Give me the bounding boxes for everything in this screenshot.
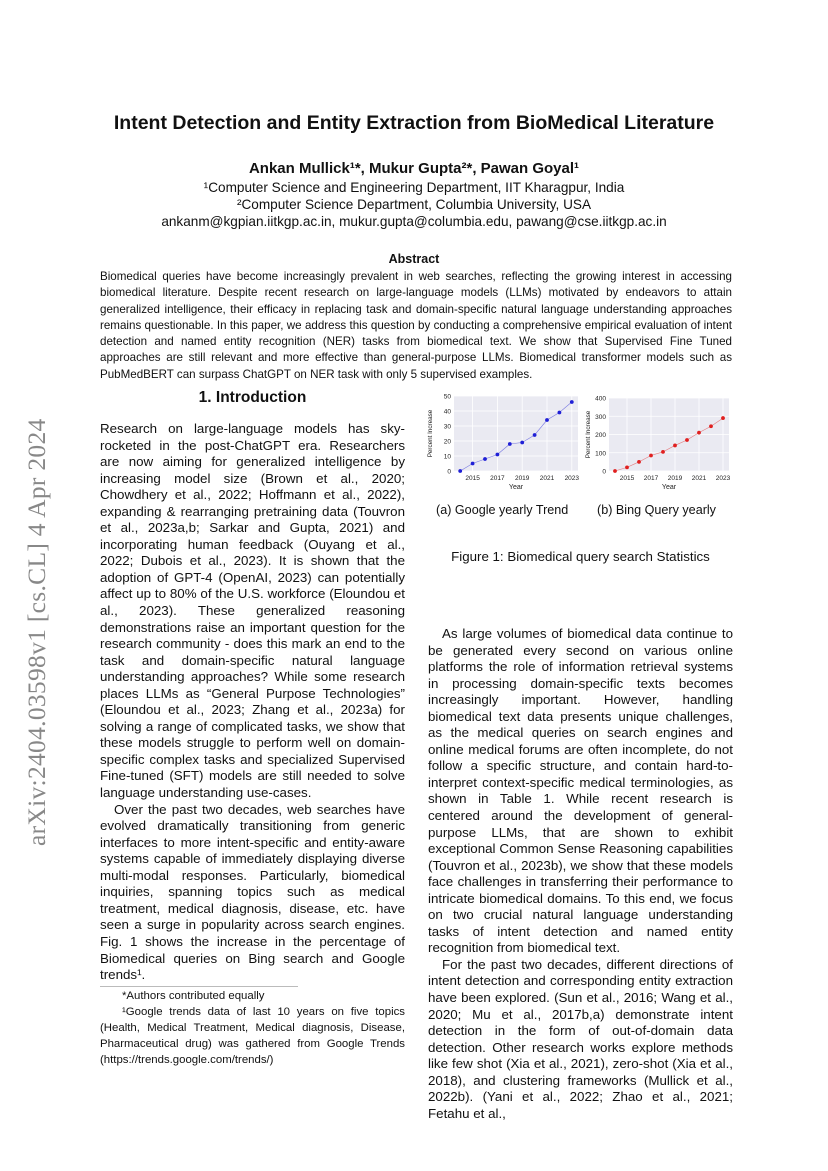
- data-point: [649, 454, 653, 458]
- y-tick-label: 0: [602, 468, 606, 476]
- footnote-google-trends: ¹Google trends data of last 10 years on five topics (Health, Medical Treatment, Medical diagnosis, Disease, Pharmaceutical drug) was gathered from Google Trends (https://trends.google.com/trends/): [100, 1005, 405, 1066]
- y-axis-label: Percent Increase: [585, 410, 592, 459]
- right-paragraph-2: For the past two decades, different directions of intent detection and corresponding entity extraction have been explored. (Sun et al., 2016; Wang et al., 2020; Mu et al., 2017b,a) demonstrate intent detection in the form of out-of-domain data detection. Other research works explore methods like few shot (Xia et al., 2021), zero-shot (Xia et al., 2018), and clustering frameworks (Mullick et al., 2022b). (Yani et al., 2022; Zhao et al., 2021; Fetahu et al.,: [428, 956, 733, 1121]
- data-point: [471, 462, 475, 466]
- left-column: [100, 421, 405, 984]
- x-axis-label: Year: [661, 484, 677, 491]
- footnote-rule: [100, 986, 298, 987]
- author-emails: ankanm@kgpian.iitkgp.ac.in, mukur.gupta@columbia.edu, pawang@cse.iitkgp.ac.in: [161, 214, 667, 229]
- section-heading: 1. Introduction: [198, 389, 307, 406]
- intro-paragraph-1: Research on large-language models has sky-rocketed in the post-ChatGPT era. Researchers are now aiming for generalized intelligence by increasing model size (Brown et al., 2020; Chowdhery et al., 2022; Hoffmann et al., 2022), expanding & rearranging pretraining data (Touvron et al., 2023a,b; Sarkar and Gupta, 2021) and incorporating human feedback (Ouyang et al., 2022; Dubois et al., 2023). It is shown that the adoption of GPT-4 (OpenAI, 2023) can potentially affect up to 80% of the U.S. workforce (Eloundou et al., 2023). These generalized reasoning demonstrations raise an important question for the research community - does this mark an end to the task and domain-specific natural language understanding approaches? While some research places LLMs as “General Purpose Technologies” (Eloundou et al., 2023; Zhang et al., 2023a) for solving a range of complicated tasks, we show that these models struggle to perform well on domain-specific complex tasks and specialized Supervised Fine-tuned (SFT) models are still needed to solve language understanding use-cases.: [100, 421, 405, 801]
- y-axis-label: Percent Increase: [427, 409, 434, 458]
- x-tick-label: 2019: [667, 475, 683, 482]
- data-point: [483, 457, 487, 461]
- right-column: [428, 626, 733, 1122]
- abstract-text: Biomedical queries have become increasingly prevalent in web searches, reflecting the growing interest in accessing biomedical literature. Despite recent research on large-language models (LLMs) motivated by endeavors to attain generalized intelligence, their efficacy in replacing task and domain-specific natural language understanding approaches remains questionable. In this paper, we address this question by conducting a comprehensive empirical evaluation of intent detection and named entity recognition (NER) tasks from biomedical text. We show that Supervised Fine Tuned approaches are still relevant and more effective than general-purpose LLMs. Biomedical transformer models such as PubMedBERT can surpass ChatGPT on NER task with only 5 supervised examples.: [100, 270, 732, 381]
- data-point: [637, 460, 641, 464]
- y-tick-label: 400: [595, 395, 606, 403]
- y-tick-label: 20: [443, 438, 451, 446]
- y-tick-label: 100: [595, 450, 606, 458]
- data-point: [496, 453, 500, 457]
- x-tick-label: 2019: [514, 475, 530, 482]
- data-point: [458, 469, 462, 473]
- paper-title: Intent Detection and Entity Extraction from BioMedical Literature: [113, 112, 715, 134]
- y-tick-label: 200: [595, 432, 606, 439]
- y-tick-label: 0: [447, 468, 451, 476]
- footnote-equal-contribution: *Authors contributed equally: [122, 990, 265, 1002]
- y-tick-label: 50: [443, 393, 451, 401]
- data-point: [570, 400, 574, 404]
- y-tick-label: 40: [443, 408, 451, 416]
- affiliation-1: ¹Computer Science and Engineering Department, IIT Kharagpur, India: [203, 180, 625, 195]
- google-trend-chart: [424, 390, 582, 496]
- x-axis-label: Year: [508, 484, 524, 491]
- y-tick-label: 10: [443, 453, 451, 461]
- x-tick-label: 2023: [564, 475, 580, 482]
- x-tick-label: 2015: [465, 475, 480, 482]
- arxiv-identifier: arXiv:2404.03598v1 [cs.CL] 4 Apr 2024: [22, 418, 51, 846]
- data-point: [673, 444, 677, 448]
- data-point: [709, 424, 713, 428]
- footnotes: [100, 989, 405, 1069]
- data-point: [685, 438, 689, 442]
- figure-caption: Figure 1: Biomedical query search Statistics: [451, 549, 710, 564]
- data-point: [613, 469, 617, 473]
- x-tick-label: 2021: [691, 475, 707, 482]
- bing-query-chart: [582, 390, 732, 496]
- data-point: [558, 411, 562, 415]
- data-point: [721, 416, 725, 420]
- x-tick-label: 2021: [539, 475, 555, 482]
- data-point: [520, 441, 524, 445]
- x-tick-label: 2015: [619, 475, 635, 482]
- author-list: Ankan Mullick¹*, Mukur Gupta²*, Pawan Goyal¹: [248, 160, 580, 177]
- y-tick-label: 30: [443, 423, 451, 431]
- data-point: [625, 465, 629, 469]
- x-tick-label: 2017: [490, 475, 505, 482]
- intro-paragraph-2: Over the past two decades, web searches have evolved dramatically transitioning from generic interfaces to more intent-specific and entity-aware systems capable of immediately displaying diverse multi-modal responses. Particularly, biomedical inquiries, spanning topics such as medical treatment, medical diagnosis, disease, etc. have seen a surge in popularity across search engines. Fig. 1 shows the increase in the percentage of Biomedical queries on Bing search and Google trends¹.: [100, 801, 405, 983]
- data-point: [508, 442, 512, 446]
- data-point: [545, 418, 549, 422]
- data-point: [533, 433, 537, 437]
- data-point: [661, 450, 665, 454]
- x-tick-label: 2023: [715, 475, 731, 482]
- y-tick-label: 300: [595, 413, 606, 421]
- right-paragraph-1: As large volumes of biomedical data continue to be generated every second on various online platforms the role of information retrieval systems in processing domain-specific texts becomes increasingly important. However, handling biomedical text data presents unique challenges, as the medical queries on search engines and online medical forums are often incomplete, do not follow a specific structure, and contain hard-to-interpret context-specific medical terminologies, as shown in Table 1. While recent research is centered around the development of general-purpose LLMs, that are shown to exhibit exceptional Common Sense Reasoning capabilities (Touvron et al., 2023b), we show that these models face challenges in transferring their performance to intricate biomedical domains. To this end, we focus on two crucial natural language understanding tasks of intent detection and named entity recognition from biomedical text.: [428, 626, 733, 956]
- affiliation-2: ²Computer Science Department, Columbia University, USA: [236, 197, 592, 212]
- x-tick-label: 2017: [643, 475, 659, 482]
- subcaption-bing: (b) Bing Query yearly: [597, 503, 716, 517]
- subcaption-google: (a) Google yearly Trend: [436, 503, 569, 517]
- data-point: [697, 431, 701, 435]
- abstract-heading: Abstract: [388, 252, 440, 266]
